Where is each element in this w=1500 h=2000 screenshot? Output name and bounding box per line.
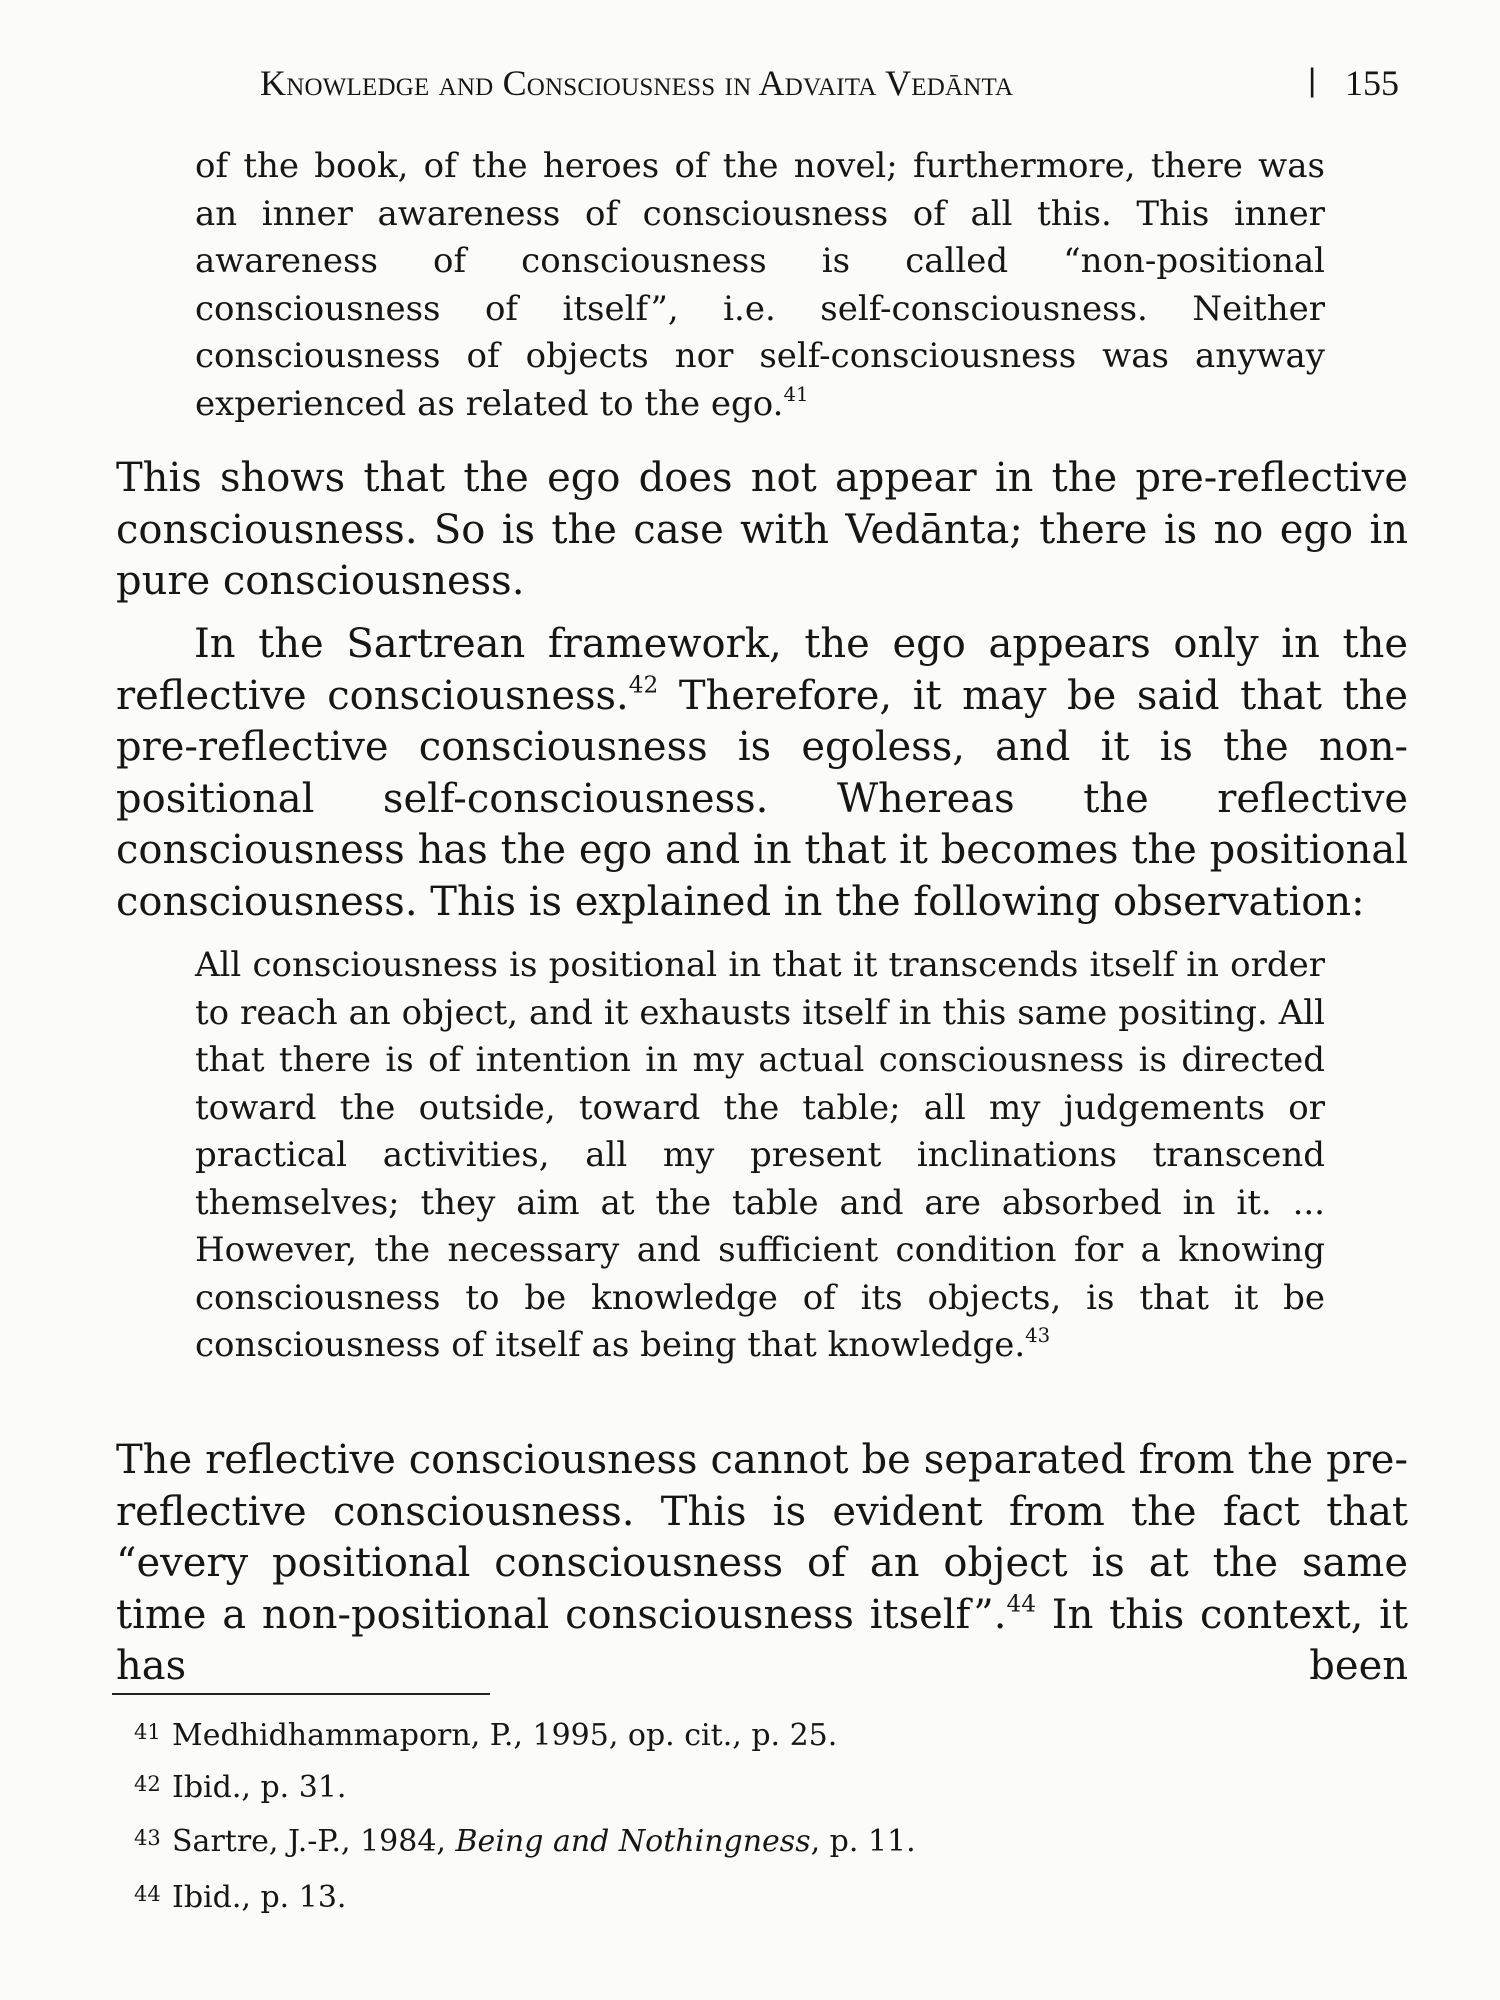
paragraph-1: This shows that the ego does not appear in the pre-reflective consciousness. So is the case with Vedānta; there is no ego in pure consciousness.	[116, 455, 1408, 604]
footnote-43-book-title: Being and Nothingness	[455, 1824, 811, 1859]
paragraph-2-text-a: In the Sartrean framework, the ego appears only in the reflective consciousness.	[116, 621, 1408, 719]
footnote-number: 44	[134, 1882, 161, 1906]
footnote-text	[172, 1822, 916, 1862]
footnote-43-text-b: , p. 11.	[810, 1824, 916, 1859]
block-quote-1-text: of the book, of the heroes of the novel; furthermore, there was an inner awareness of consciousness of all this. This inner awareness of consciousness is called “non-positional consciousness of itself”, i.e. self-consciousness. Neither consciousness of objects nor self-consciousness was anyway experienced as related to the ego.	[195, 146, 1325, 424]
footnote-number: 42	[134, 1772, 161, 1796]
footnote-number: 41	[134, 1720, 161, 1744]
footnote-number: 43	[134, 1826, 161, 1850]
footnote-ref-44[interactable]: 44	[1006, 1589, 1036, 1617]
footnote-ref-41[interactable]: 41	[783, 382, 809, 406]
header-separator: |	[1308, 62, 1317, 98]
footnote-divider	[112, 1693, 490, 1695]
block-quote-2-text: All consciousness is positional in that it transcends itself in order to reach an object, and it exhausts itself in this same positing. All that there is of intention in my actual consciousness is directed toward the outside, toward the table; all my judgements or practical activities, all my present inclinations transcend themselves; they aim at the table and are absorbed in it. ... However, the necessary and sufficient condition for a knowing consciousness to be knowledge of its objects, is that it be consciousness of itself as being that knowledge.	[195, 945, 1325, 1365]
block-quote-1	[195, 143, 1325, 428]
page-number: 155	[1345, 63, 1399, 103]
paragraph-2	[116, 619, 1408, 928]
footnote-ref-43[interactable]: 43	[1025, 1323, 1051, 1347]
footnote-43-text-a: Sartre, J.-P., 1984,	[172, 1824, 456, 1859]
running-title: Knowledge and Consciousness in Advaita Vedānta	[260, 63, 1014, 103]
block-quote-2	[195, 942, 1325, 1370]
paragraph-3-text-a: The reflective consciousness cannot be separated from the pre-reflective consciousness. This is evident from the fact that “every positional consciousness of an object is at the same time a non-positional consciousness itself”.	[116, 1437, 1408, 1638]
footnote-text: Medhidhammaporn, P., 1995, op. cit., p. 25.	[172, 1718, 838, 1753]
paragraph-2-text-b: Therefore, it may be said that the pre-reflective consciousness is egoless, and it is the non-positional self-consciousness. Whereas the reflective consciousness has the ego and in that it becomes the positional consciousness. This is explained in the following observation:	[116, 672, 1408, 925]
footnote-text: Ibid., p. 31.	[172, 1770, 347, 1805]
paragraph-3-text-b: In this context, it has been	[116, 1591, 1408, 1689]
footnote-text: Ibid., p. 13.	[172, 1880, 347, 1915]
paragraph-3	[116, 1435, 1408, 1693]
footnote-ref-42[interactable]: 42	[628, 670, 659, 698]
running-header	[260, 62, 1410, 110]
